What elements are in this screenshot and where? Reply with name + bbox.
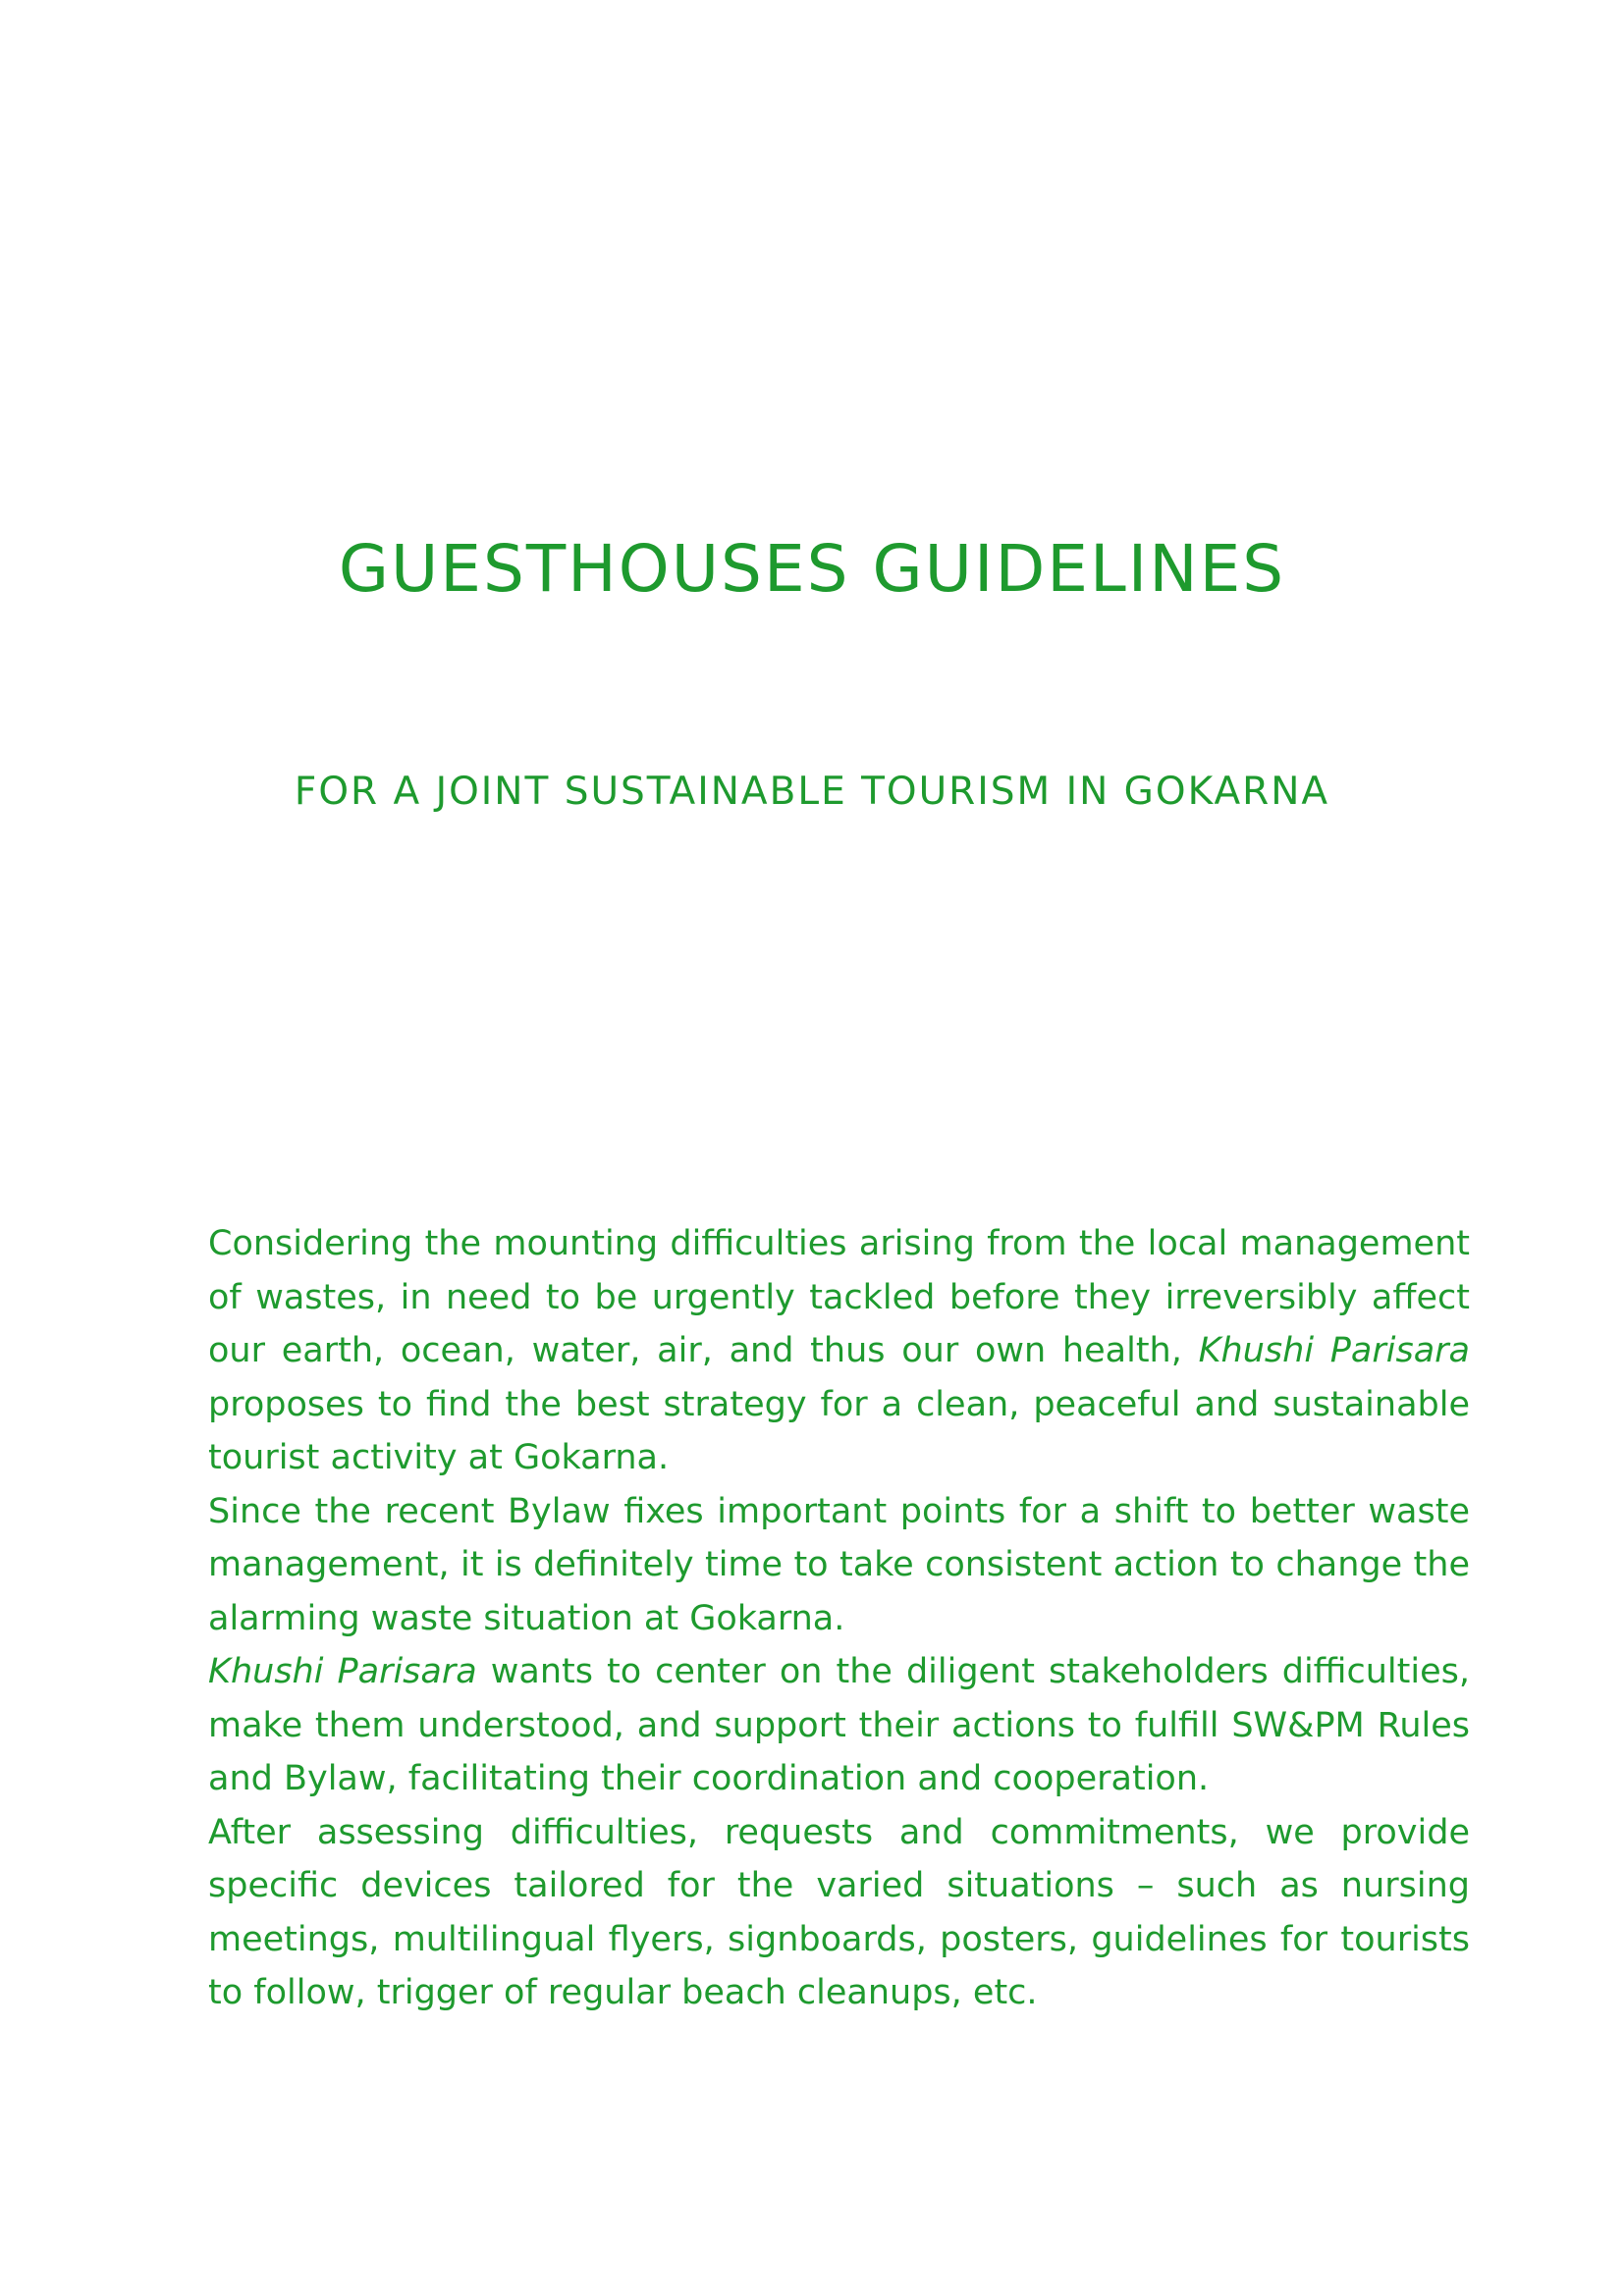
page-subtitle: FOR A JOINT SUSTAINABLE TOURISM IN GOKARNA [294,770,1330,814]
paragraph-1-emphasis: Khushi Parisara [1198,1331,1470,1370]
paragraph-1-text-end: proposes to find the best strategy for a clean, peaceful and sustainable tourist activity at Gokarna. [208,1384,1470,1477]
paragraph-3-emphasis: Khushi Parisara [208,1652,477,1691]
page-title: GUESTHOUSES GUIDELINES [338,531,1286,607]
paragraph-2-text: Since the recent Bylaw fixes important points for a shift to better waste management, it is definitely time to take consistent action to change the alarming waste situation at Gokarna. [208,1491,1470,1638]
paragraph-1 [208,1217,1470,1485]
paragraph-2 [208,1485,1470,1646]
paragraph-4-text: After assessing difficulties, requests and commitments, we provide specific devices tailored for the varied situations – such as nursing meetings, multilingual flyers, signboards, posters, guidelines for tourists to follow, trigger of regular beach cleanups, etc. [208,1812,1470,2012]
paragraph-3 [208,1645,1470,1806]
paragraph-4 [208,1806,1470,2020]
paragraph-3-text-end: wants to center on the diligent stakeholders difficulties, make them understood, and support their actions to fulfill SW&PM Rules and Bylaw, facilitating their coordination and cooperation. [208,1652,1471,1798]
paragraph-1-text-start: Considering the mounting difficulties arising from the local management of wastes, in need to be urgently tackled before they irreversibly affect our earth, ocean, water, air, and thus our own health, [208,1224,1470,1370]
body-text [208,1217,1470,2020]
